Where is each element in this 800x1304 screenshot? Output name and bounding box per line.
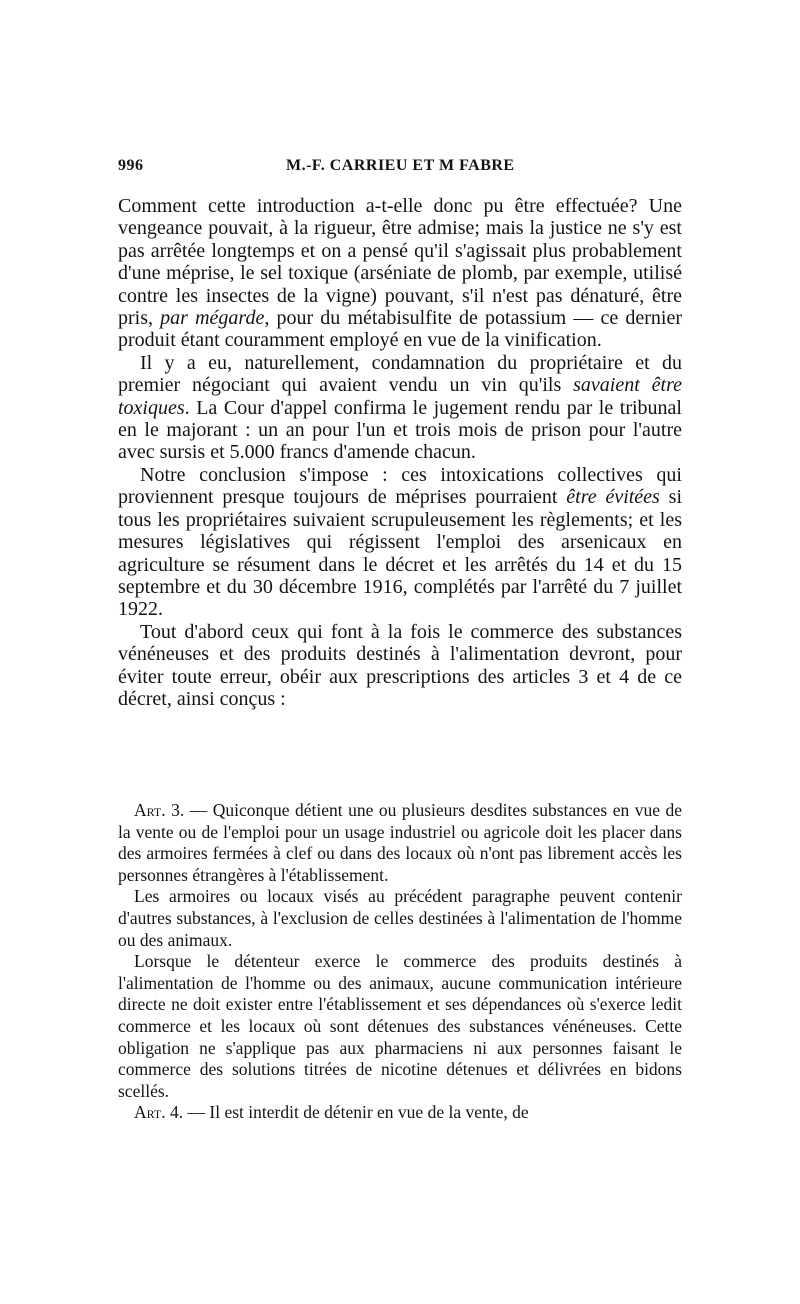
italic-phrase: être évitées bbox=[566, 486, 660, 509]
paragraph: Tout d'abord ceux qui font à la fois le commerce des substances vénéneuses et des produits destinés à l'alimentation devront, pour éviter toute erreur, obéir aux prescriptions des articles 3 et 4 de ce décret, ainsi conçus : bbox=[118, 620, 682, 710]
article-4: Art. 4. — Il est interdit de détenir en vue de la vente, de bbox=[134, 1102, 529, 1123]
paragraph: Il y a eu, naturellement, condamnation du propriétaire et du premier négociant qui avaient vendu un vin qu'ils savaient être toxiques. La Cour d'appel confirma le jugement rendu par le tribunal en le majorant : un an pour l'un et trois mois de prison pour l'autre avec sursis et 5.000 francs d'amende chacun. bbox=[118, 351, 682, 464]
article-3: Art. 3. — Quiconque détient une ou plusieurs desdites substances en vue de la vente ou de l'emploi pour un usage industriel ou agricole doit les placer dans des armoires fermées à clef ou dans des locaux où n'ont pas librement accès les personnes étrangères à l'établissement. bbox=[118, 800, 682, 885]
quoted-articles bbox=[118, 800, 682, 1124]
article-3-paragraph: Les armoires ou locaux visés au précédent paragraphe peuvent contenir d'autres substances, à l'exclusion de celles destinées à l'alimentation de l'homme ou des animaux. bbox=[118, 886, 682, 950]
paragraph: Notre conclusion s'impose : ces intoxications collectives qui proviennent presque toujours de méprises pourraient être évitées si tous les propriétaires suivaient scrupuleusement les règlements; et les mesures législatives qui régissent l'emploi des arsenicaux en agriculture se résument dans le décret et les arrêtés du 14 et du 15 septembre et du 30 décembre 1916, complétés par l'arrêté du 7 juillet 1922. bbox=[118, 463, 682, 621]
italic-phrase: par mégarde bbox=[160, 307, 265, 330]
article-label: Art. 4. bbox=[134, 1102, 184, 1123]
paragraph: Comment cette introduction a-t-elle donc pu être effectuée? Une vengeance pouvait, à la rigueur, être admise; mais la justice ne s'y est pas arrêtée longtemps et on a pensé qu'il s'agissait plus probablement d'une méprise, le sel toxique (arséniate de plomb, par exemple, utilisé contre les insectes de la vigne) pouvant, s'il n'est pas dénaturé, être pris, par mégarde, pour du métabisulfite de potassium — ce dernier produit étant couramment employé en vue de la vinification. bbox=[118, 195, 683, 352]
page-number: 996 bbox=[118, 157, 144, 174]
body-text bbox=[118, 195, 682, 710]
article-3-paragraph: Lorsque le détenteur exerce le commerce des produits destinés à l'alimentation de l'homme ou des animaux, aucune communication intérieure directe ne doit exister entre l'établissement et ses dépendances où s'exerce ledit commerce et les locaux où sont détenues des substances vénéneuses. Cette obligation ne s'applique pas aux pharmaciens ni aux personnes faisant le commerce des solutions titrées de nicotine détenues et délivrées en bidons scellés. bbox=[118, 951, 682, 1101]
page-header bbox=[118, 157, 680, 179]
article-label: Art. 3. bbox=[134, 800, 185, 820]
italic-phrase: savaient être toxiques bbox=[118, 374, 682, 419]
running-head: M.-F. CARRIEU ET M FABRE bbox=[286, 157, 515, 174]
